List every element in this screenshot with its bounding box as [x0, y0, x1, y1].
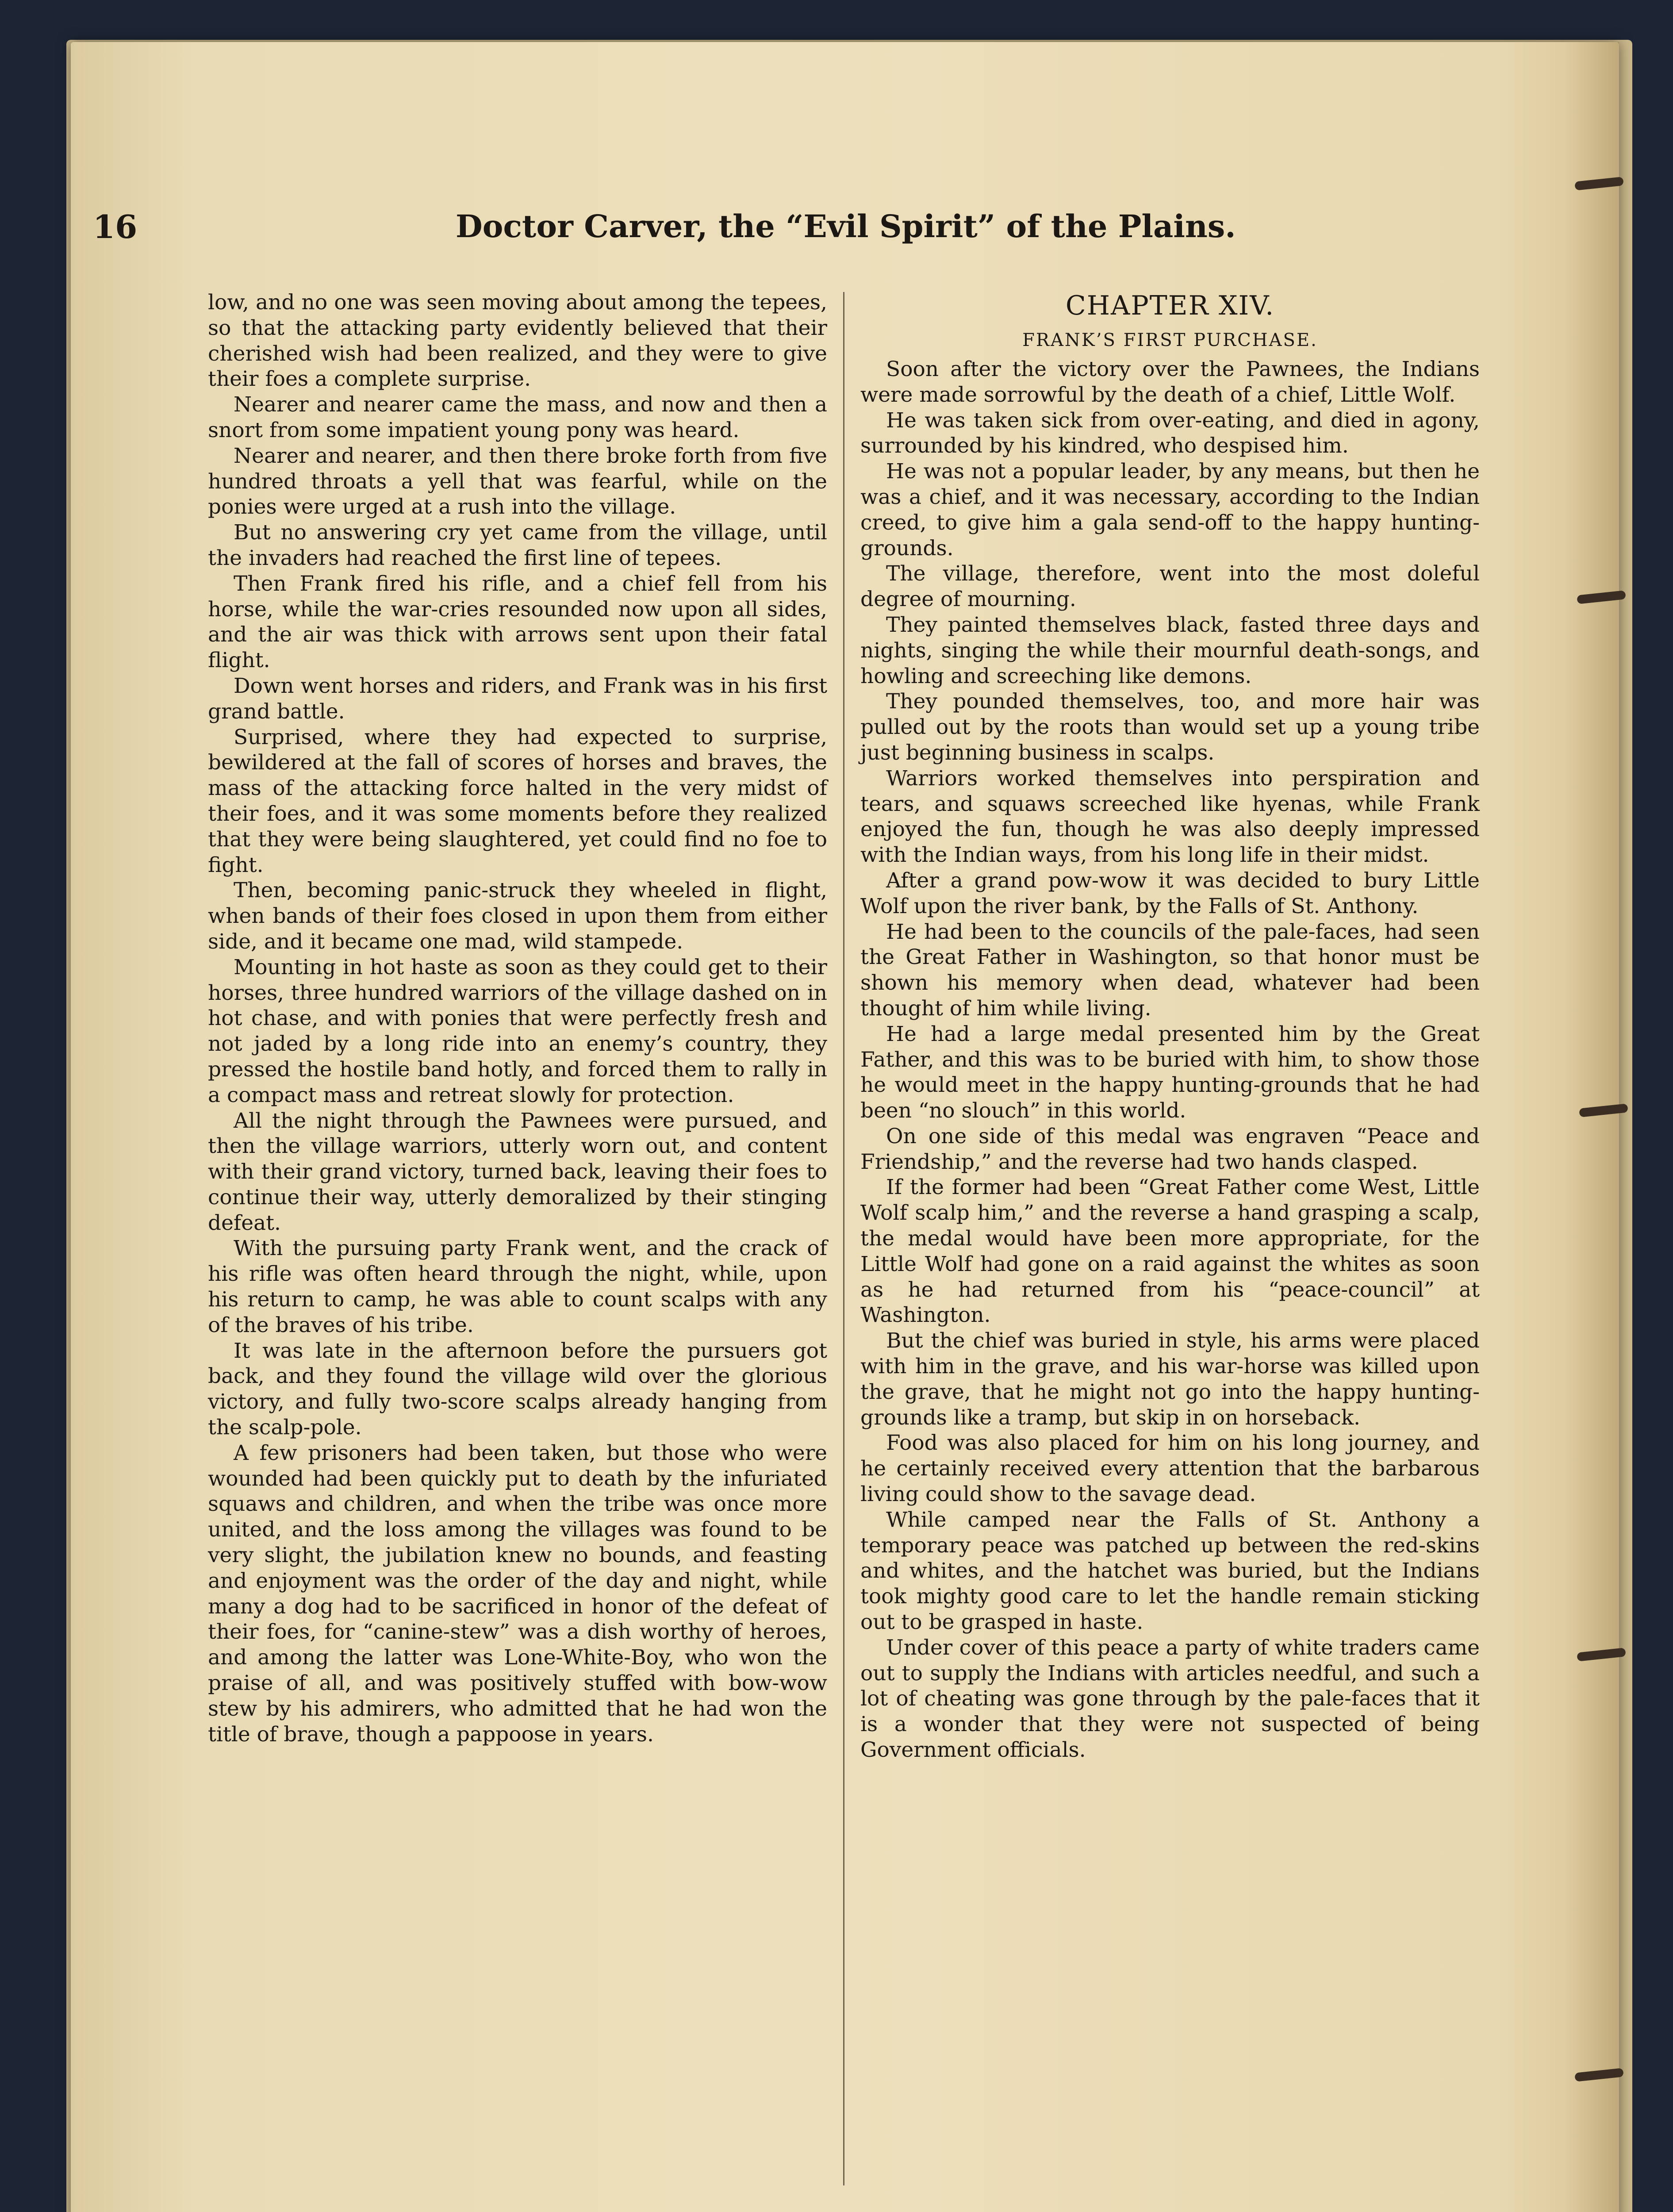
- paragraph: Nearer and nearer, and then there broke forth from five hundred throats a yell that was fearful, while on the ponies were urged at a rush into the village.: [208, 443, 827, 519]
- paragraph: Then Frank fired his rifle, and a chief fell from his horse, while the war-cries resounded now upon all sides, and the air was thick with arrows sent upon their fatal flight.: [208, 571, 827, 673]
- running-title: Doctor Carver, the “Evil Spirit” of the Plains.: [456, 208, 1236, 245]
- paragraph: It was late in the afternoon before the pursuers got back, and they found the village wild over the glorious victory, and fully two-score scalps already hanging from the scalp-pole.: [208, 1338, 827, 1440]
- page-number: 16: [93, 208, 138, 246]
- paragraph: Nearer and nearer came the mass, and now and then a snort from some impatient young pony was heard.: [208, 392, 827, 442]
- paragraph: They painted themselves black, fasted three days and nights, singing the while their mournful death-songs, and howling and screeching like demons.: [860, 612, 1480, 688]
- paragraph: Soon after the victory over the Pawnees, the Indians were made sorrowful by the death of a chief, Little Wolf.: [860, 357, 1480, 407]
- paragraph: He was taken sick from over-eating, and died in agony, surrounded by his kindred, who despised him.: [860, 408, 1480, 458]
- paragraph: Food was also placed for him on his long journey, and he certainly received every attention that the barbarous living could show to the savage dead.: [860, 1431, 1480, 1507]
- chapter-title: CHAPTER XIV.: [1065, 290, 1275, 321]
- column-divider: [843, 292, 844, 2185]
- paragraph: While camped near the Falls of St. Anthony a temporary peace was patched up between the red-skins and whites, and the hatchet was buried, but the Indians took mighty good care to let the handle remain sticking out to be grasped in haste.: [860, 1507, 1480, 1635]
- paragraph: The village, therefore, went into the most doleful degree of mourning.: [860, 561, 1480, 612]
- right-column: [860, 290, 1480, 1763]
- paragraph: After a grand pow-wow it was decided to bury Little Wolf upon the river bank, by the Falls of St. Anthony.: [860, 868, 1480, 918]
- paragraph: A few prisoners had been taken, but those who were wounded had been quickly put to death by the infuriated squaws and children, and when the tribe was once more united, and the loss among the villages was found to be very slight, the jubilation knew no bounds, and feasting and enjoyment was the order of the day and night, while many a dog had to be sacrificed in honor of the defeat of their foes, for “canine-stew” was a dish worthy of heroes, and among the latter was Lone-White-Boy, who won the praise of all, and was positively stuffed with bow-wow stew by his admirers, who admitted that he had won the title of brave, though a pappoose in years.: [208, 1440, 827, 1747]
- left-column: [208, 290, 827, 1747]
- paragraph: If the former had been “Great Father come West, Little Wolf scalp him,” and the reverse a hand grasping a scalp, the medal would have been more appropriate, for the Little Wolf had gone on a raid against the whites as soon as he had returned from his “peace-council” at Washington.: [860, 1175, 1480, 1328]
- paragraph: With the pursuing party Frank went, and the crack of his rifle was often heard through the night, while, upon his return to camp, he was able to count scalps with any of the braves of his tribe.: [208, 1236, 827, 1337]
- paragraph: He had been to the councils of the pale-faces, had seen the Great Father in Washington, so that honor must be shown his memory when dead, whatever had been thought of him while living.: [860, 919, 1480, 1021]
- paragraph: But no answering cry yet came from the village, until the invaders had reached the first line of tepees.: [208, 520, 827, 570]
- paragraph: He had a large medal presented him by the Great Father, and this was to be buried with him, to show those he would meet in the happy hunting-grounds that he had been “no slouch” in this world.: [860, 1022, 1480, 1123]
- paragraph: They pounded themselves, too, and more hair was pulled out by the roots than would set up a young tribe just beginning business in scalps.: [860, 689, 1480, 765]
- paragraph: Down went horses and riders, and Frank was in his first grand battle.: [208, 673, 827, 724]
- paragraph: But the chief was buried in style, his arms were placed with him in the grave, and his war-horse was killed upon the grave, that he might not go into the happy hunting-grounds like a tramp, but skip in on horseback.: [860, 1329, 1480, 1430]
- paragraph: Surprised, where they had expected to surprise, bewildered at the fall of scores of horses and braves, the mass of the attacking force halted in the very midst of their foes, and it was some moments before they realized that they were being slaughtered, yet could find no foe to fight.: [208, 725, 827, 877]
- chapter-subtitle: FRANK’S FIRST PURCHASE.: [1022, 330, 1318, 350]
- paragraph: Under cover of this peace a party of white traders came out to supply the Indians with articles needful, and such a lot of cheating was gone through by the pale-faces that it is a wonder that they were not suspected of being Government officials.: [860, 1635, 1480, 1763]
- paragraph: Then, becoming panic-struck they wheeled in flight, when bands of their foes closed in upon them from either side, and it became one mad, wild stampede.: [208, 878, 827, 954]
- binding-shadow: [1566, 42, 1619, 2212]
- paragraph: Mounting in hot haste as soon as they could get to their horses, three hundred warriors of the village dashed on in hot chase, and with ponies that were perfectly fresh and not jaded by a long ride into an enemy’s country, they pressed the hostile band hotly, and forced them to rally in a compact mass and retreat slowly for protection.: [208, 955, 827, 1107]
- paragraph: He was not a popular leader, by any means, but then he was a chief, and it was necessary, according to the Indian creed, to give him a gala send-off to the happy hunting-grounds.: [860, 459, 1480, 561]
- paragraph: Warriors worked themselves into perspiration and tears, and squaws screeched like hyenas, while Frank enjoyed the fun, though he was also deeply impressed with the Indian ways, from his long life in their midst.: [860, 766, 1480, 868]
- paragraph: low, and no one was seen moving about among the tepees, so that the attacking party evidently believed that their cherished wish had been realized, and they were to give their foes a complete surprise.: [208, 290, 827, 392]
- paragraph: All the night through the Pawnees were pursued, and then the village warriors, utterly worn out, and content with their grand victory, turned back, leaving their foes to continue their way, utterly demoralized by their stinging defeat.: [208, 1108, 827, 1235]
- paragraph: On one side of this medal was engraven “Peace and Friendship,” and the reverse had two hands clasped.: [860, 1124, 1480, 1174]
